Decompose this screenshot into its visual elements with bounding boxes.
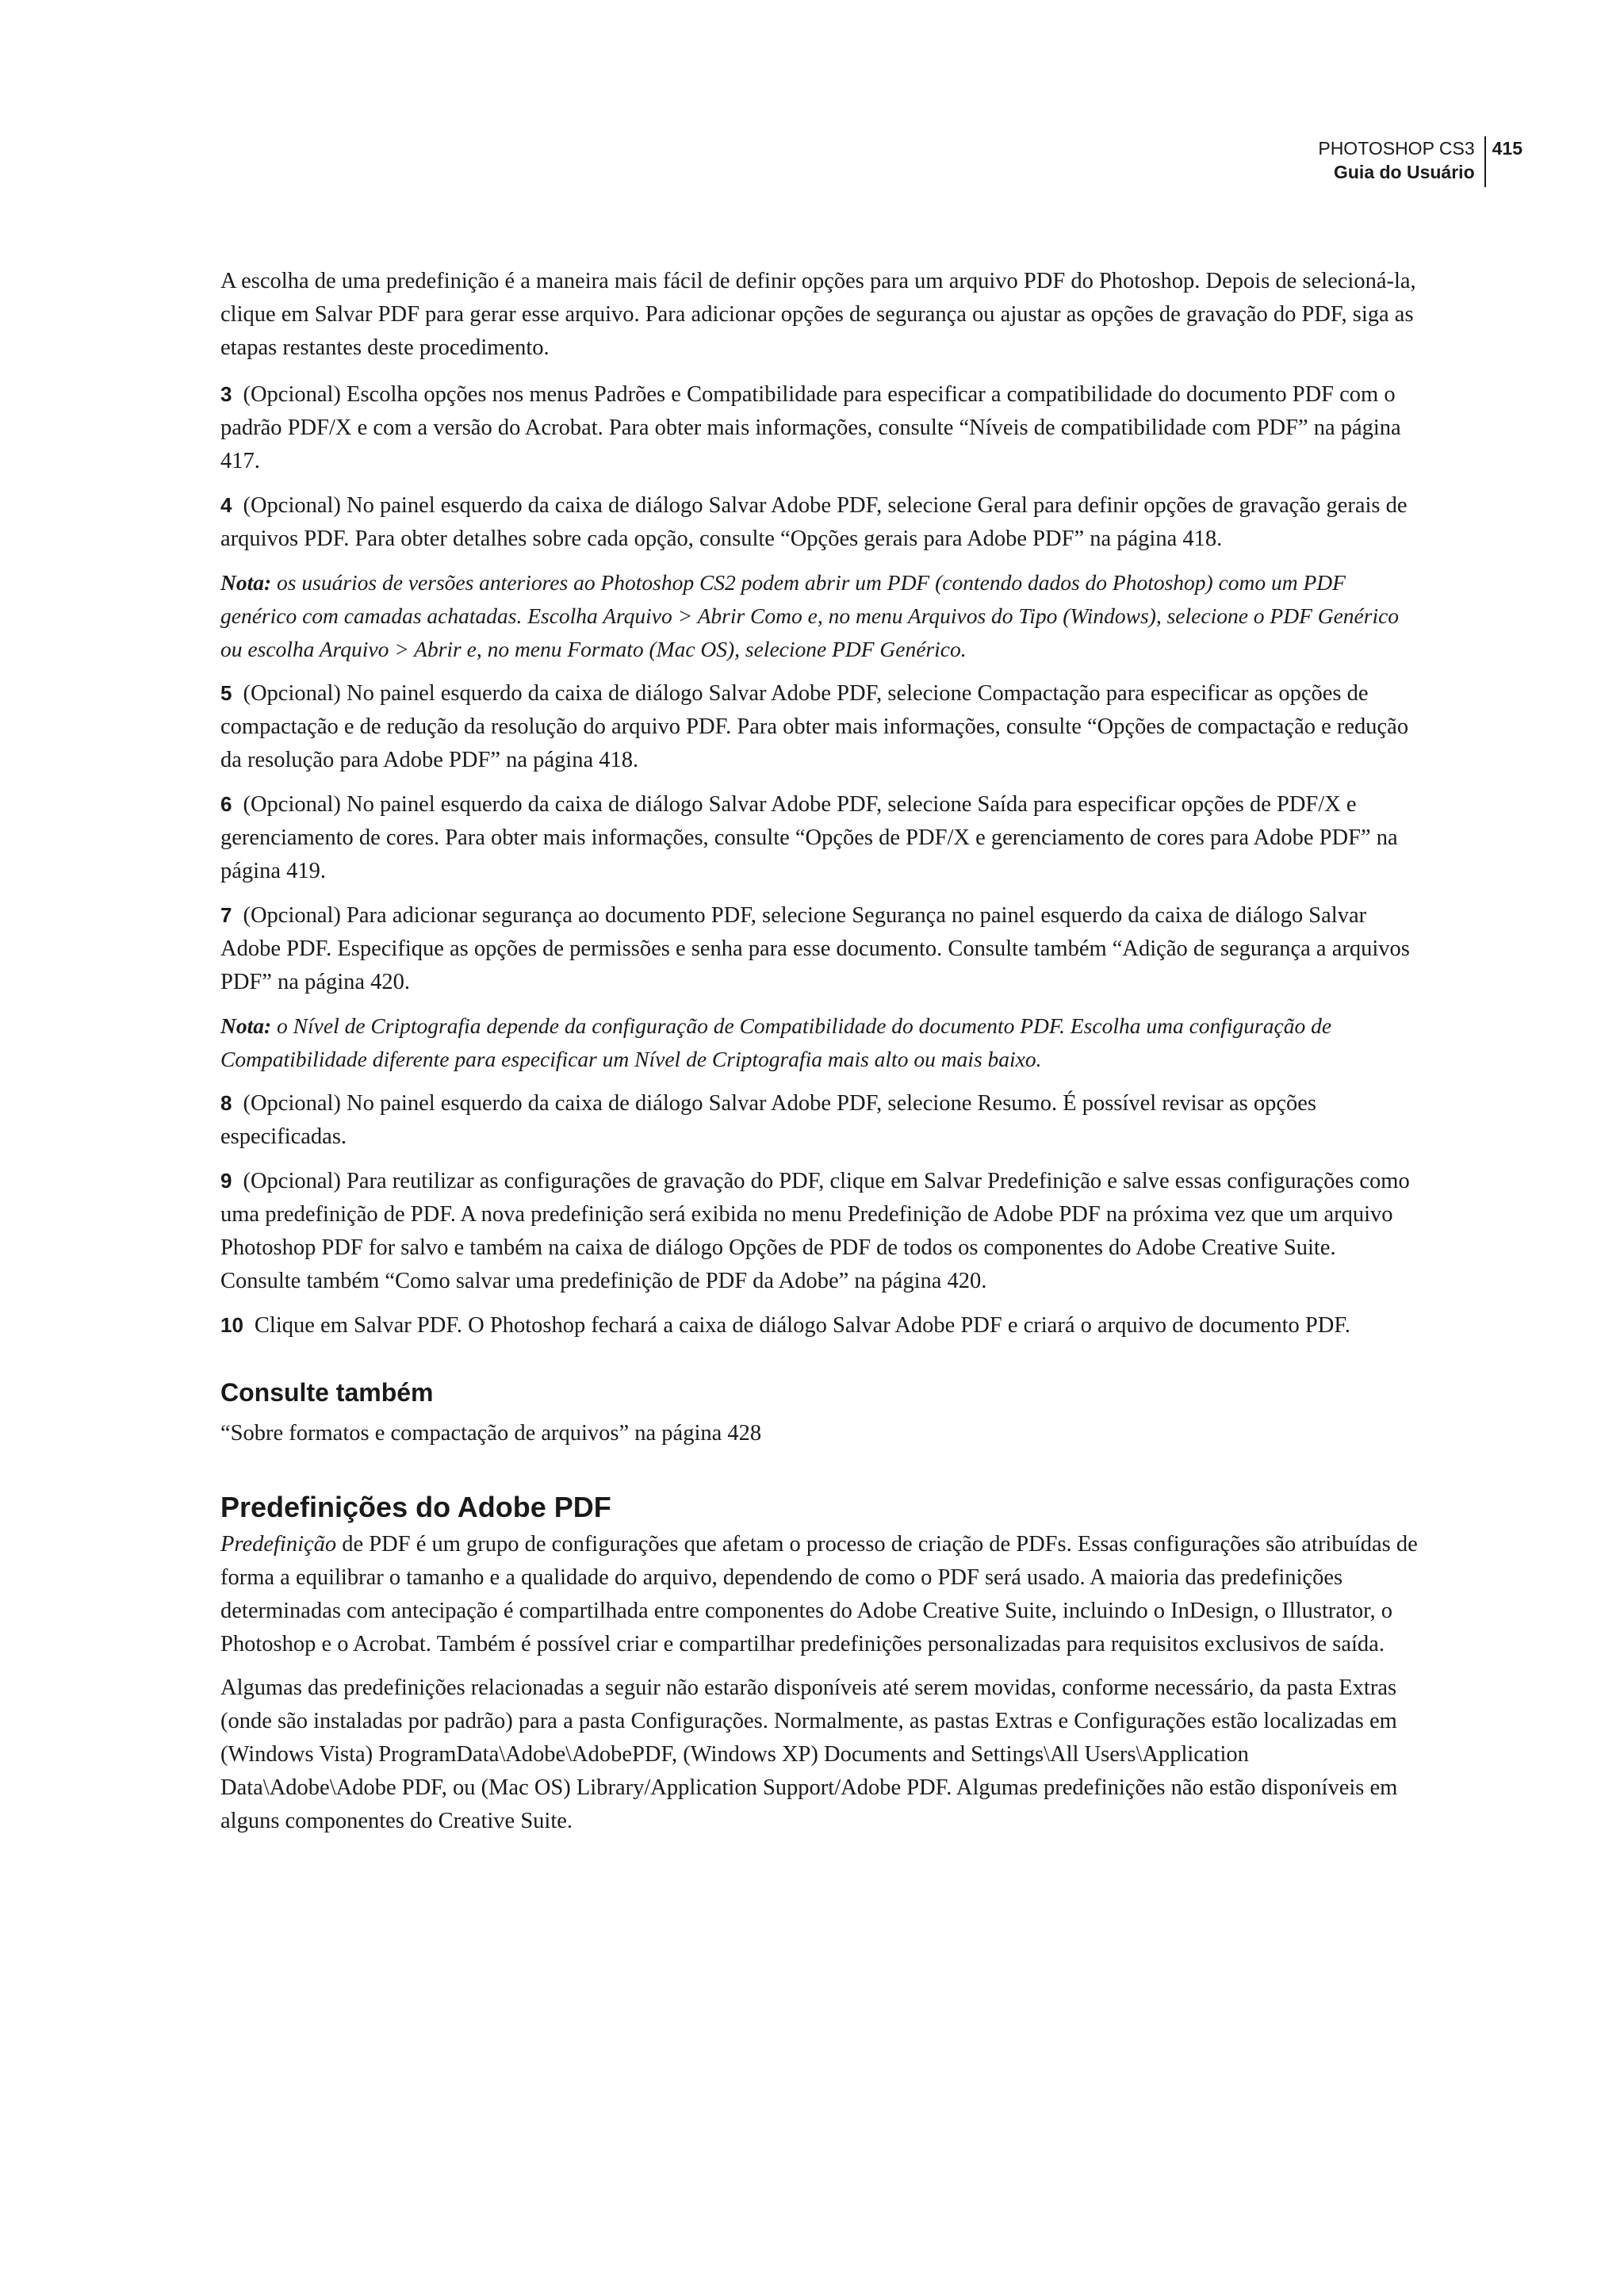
step-number: 9 — [220, 1169, 232, 1193]
note-text: o Nível de Criptografia depende da configuração de Compatibilidade do documento PDF. Escolha uma configuração de Compatibilidade diferente para especificar um Nível de Criptografia mais alto ou mais baixo. — [220, 1013, 1332, 1071]
step-text: Clique em Salvar PDF. O Photoshop fechará a caixa de diálogo Salvar Adobe PDF e criará o arquivo de documento PDF. — [254, 1313, 1351, 1338]
step-text: (Opcional) No painel esquerdo da caixa de diálogo Salvar Adobe PDF, selecione Compactação para especificar as opções de compactação e de redução da resolução do arquivo PDF. Para obter mais informações, consulte “Opções de compactação e redução da resolução para Adobe PDF” na página 418. — [220, 681, 1409, 772]
step-text: (Opcional) No painel esquerdo da caixa de diálogo Salvar Adobe PDF, selecione Resumo. É possível revisar as opções especificadas. — [220, 1091, 1316, 1149]
note-pdf-generic — [220, 566, 1418, 666]
step-number: 6 — [220, 792, 232, 816]
step-4 — [220, 488, 1418, 556]
note-label: Nota: — [220, 570, 272, 595]
note-label: Nota: — [220, 1013, 272, 1038]
paragraph-text: de PDF é um grupo de configurações que afetam o processo de criação de PDFs. Essas configurações são atribuídas de forma a equilibrar o tamanho e a qualidade do arquivo, dependendo de como o PDF será usado. A maioria das predefinições determinadas com antecipação é compartilhada entre componentes do Adobe Creative Suite, incluindo o InDesign, o Illustrator, o Photoshop e o Acrobat. Também é possível criar e compartilhar predefinições personalizadas para requisitos exclusivos de saída. — [220, 1532, 1418, 1656]
step-number: 8 — [220, 1091, 232, 1115]
step-text: (Opcional) Para reutilizar as configurações de gravação do PDF, clique em Salvar Predefinição e salve essas configurações como uma predefinição de PDF. A nova predefinição será exibida no menu Predefinição de Adobe PDF na próxima vez que um arquivo Photoshop PDF for salvo e também na caixa de diálogo Opções de PDF de todos os componentes do Adobe Creative Suite. Consulte também “Como salvar uma predefinição de PDF da Adobe” na página 420. — [220, 1169, 1410, 1293]
step-10 — [220, 1308, 1418, 1342]
section-heading: Predefinições do Adobe PDF — [220, 1491, 611, 1523]
section-paragraph-2: Algumas das predefinições relacionadas a seguir não estarão disponíveis até serem movidas, conforme necessário, da pasta Extras (onde são instaladas por padrão) para a pasta Configurações. Normalmente, as pastas Extras e Configurações estão localizadas em (Windows Vista) ProgramData\Adobe\AdobePDF, (Windows XP) Documents and Settings\All Users\Application Data\Adobe\Adobe PDF, ou (Mac OS) Library/Application Support/Adobe PDF. Algumas predefinições não estão disponíveis em alguns componentes do Creative Suite. — [220, 1676, 1398, 1833]
step-text: (Opcional) Escolha opções nos menus Padrões e Compatibilidade para especificar a compatibilidade do documento PDF com o padrão PDF/X e com a versão do Acrobat. Para obter mais informações, consulte “Níveis de compatibilidade com PDF” na página 417. — [220, 382, 1401, 473]
step-5 — [220, 676, 1418, 777]
step-number: 5 — [220, 681, 232, 705]
section-paragraph-1 — [220, 1528, 1418, 1661]
product-name: PHOTOSHOP CS3 — [1318, 138, 1475, 159]
step-number: 4 — [220, 493, 232, 517]
defined-term: Predefinição — [220, 1532, 337, 1557]
guide-title: Guia do Usuário — [1333, 162, 1475, 182]
step-7 — [220, 898, 1418, 999]
step-number: 7 — [220, 903, 232, 927]
step-text: (Opcional) Para adicionar segurança ao documento PDF, selecione Segurança no painel esquerdo da caixa de diálogo Salvar Adobe PDF. Especifique as opções de permissões e senha para esse documento. Consulte também “Adição de segurança a arquivos PDF” na página 420. — [220, 903, 1410, 994]
step-8 — [220, 1086, 1418, 1154]
note-encryption — [220, 1009, 1418, 1076]
running-header — [1318, 136, 1522, 187]
step-6 — [220, 787, 1418, 888]
step-number: 10 — [220, 1313, 243, 1337]
step-text: (Opcional) No painel esquerdo da caixa de diálogo Salvar Adobe PDF, selecione Saída para especificar opções de PDF/X e gerenciamento de cores. Para obter mais informações, consulte “Opções de PDF/X e gerenciamento de cores para Adobe PDF” na página 419. — [220, 792, 1398, 883]
running-header-text — [1318, 136, 1484, 184]
intro-paragraph: A escolha de uma predefinição é a maneira mais fácil de definir opções para um arquivo PDF do Photoshop. Depois de selecioná-la, clique em Salvar PDF para gerar esse arquivo. Para adicionar opções de segurança ou ajustar as opções de gravação do PDF, siga as etapas restantes deste procedimento. — [220, 269, 1416, 360]
note-text: os usuários de versões anteriores ao Photoshop CS2 podem abrir um PDF (contendo dados do Photoshop) como um PDF genérico com camadas achatadas. Escolha Arquivo > Abrir Como e, no menu Arquivos do Tipo (Windows), selecione o PDF Genérico ou escolha Arquivo > Abrir e, no menu Formato (Mac OS), selecione PDF Genérico. — [220, 570, 1400, 661]
step-3 — [220, 377, 1418, 478]
step-number: 3 — [220, 382, 232, 406]
step-9 — [220, 1164, 1418, 1298]
see-also-link[interactable]: “Sobre formatos e compactação de arquivos” na página 428 — [220, 1421, 762, 1446]
page-number: 415 — [1484, 136, 1522, 187]
page-body — [220, 265, 1418, 1848]
step-text: (Opcional) No painel esquerdo da caixa de diálogo Salvar Adobe PDF, selecione Geral para definir opções de gravação gerais de arquivos PDF. Para obter detalhes sobre cada opção, consulte “Opções gerais para Adobe PDF” na página 418. — [220, 493, 1408, 551]
see-also-heading: Consulte também — [220, 1378, 434, 1407]
